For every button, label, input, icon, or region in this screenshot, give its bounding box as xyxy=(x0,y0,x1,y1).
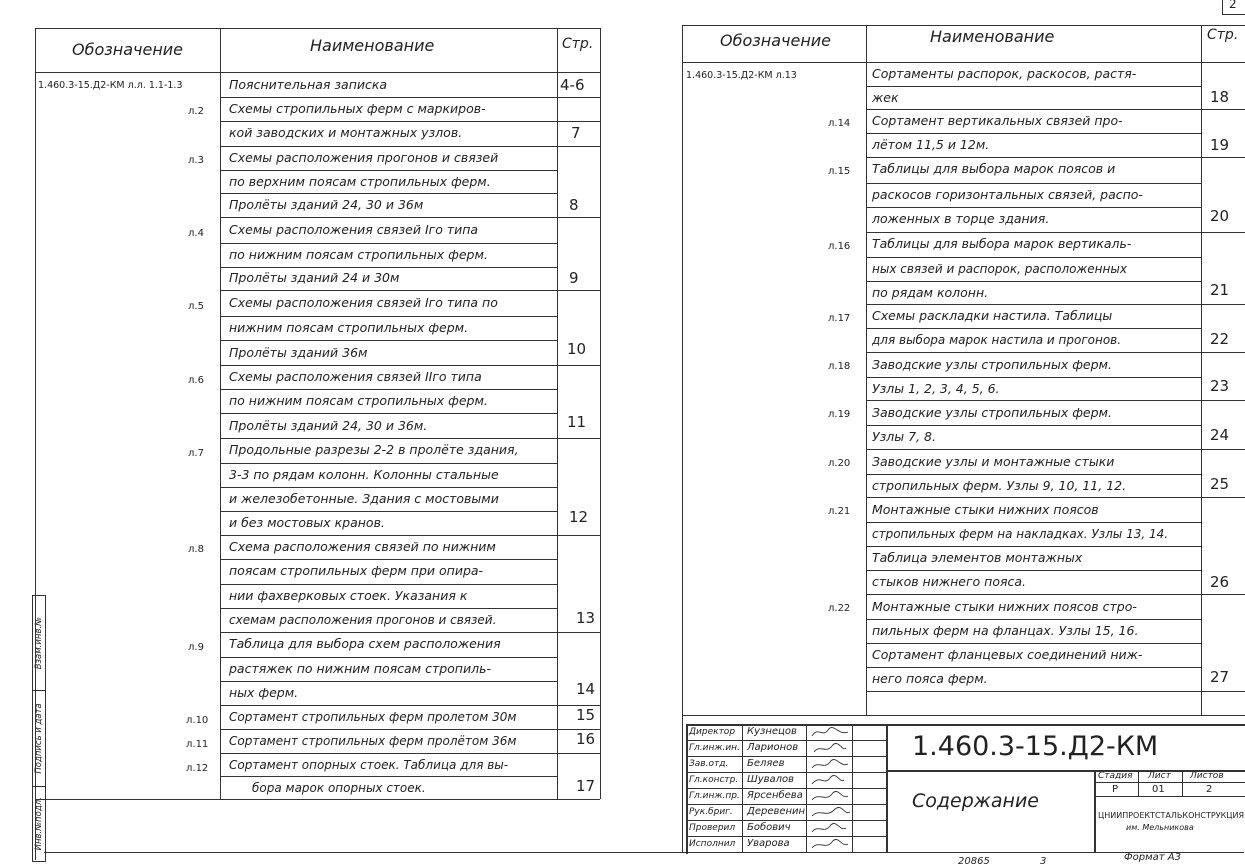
table-row-page: 27 xyxy=(1210,668,1230,686)
table-row-line: Таблицы для выбора марок поясов и xyxy=(872,161,1116,176)
table-row-page: 15 xyxy=(576,706,596,724)
table-row-page: 18 xyxy=(1210,88,1230,106)
table-row-page: 11 xyxy=(567,413,587,431)
staff-name: Ярсенбева xyxy=(747,790,803,801)
table-row-line: по нижним поясам стропильных ферм. xyxy=(229,247,488,262)
sheets-label: Листов xyxy=(1190,771,1224,781)
table-row-designation: л.20 xyxy=(828,458,851,469)
table-row-page: 12 xyxy=(569,508,589,526)
table-row-line: Сортамент стропильных ферм пролётом 36м xyxy=(229,734,517,748)
signatures xyxy=(808,724,852,852)
table-row-designation: л.16 xyxy=(828,241,851,252)
title-block xyxy=(686,724,1245,852)
staff-role: Зав.отд. xyxy=(689,759,729,769)
table-row-line: стропильных ферм. Узлы 9, 10, 11, 12. xyxy=(872,478,1127,493)
table-row-line: нии фахверковых стоек. Указания к xyxy=(229,588,468,603)
table-row-designation: л.22 xyxy=(828,603,851,614)
table-row-line: Сортамент фланцевых соединений ниж- xyxy=(872,647,1143,662)
table-row-designation: л.9 xyxy=(188,642,204,653)
table-row-line: Продольные разрезы 2-2 в пролёте здания, xyxy=(229,442,519,457)
table-row-designation: л.21 xyxy=(828,506,851,517)
table-row-line: Узлы 1, 2, 3, 4, 5, 6. xyxy=(872,381,1000,396)
staff-role: Гл.инж.ин. xyxy=(689,743,740,753)
table-row-designation: л.12 xyxy=(186,763,209,774)
table-row-line: для выбора марок настила и прогонов. xyxy=(872,333,1122,347)
bottom-number-left: 20865 xyxy=(958,856,990,867)
table-row-designation: л.7 xyxy=(188,448,204,459)
corner-number: 2 xyxy=(1229,0,1237,11)
table-row-line: Схемы расположения связей Iго типа xyxy=(229,222,479,237)
sheet-label: Лист xyxy=(1148,771,1171,781)
format-label: Формат А3 xyxy=(1124,852,1181,863)
table-row-line: Таблица элементов монтажных xyxy=(872,550,1083,565)
table-row-page: 21 xyxy=(1210,281,1230,299)
side-stamp-inv: Инв.№подл. xyxy=(33,786,45,861)
table-row-page: 23 xyxy=(1210,377,1230,395)
table-row-designation: л.15 xyxy=(828,166,851,177)
table-row-designation: л.4 xyxy=(188,228,204,239)
table-row-designation: л.10 xyxy=(186,715,209,726)
table-row-designation: 1.460.3-15.Д2-КМ л.13 xyxy=(686,70,797,81)
staff-name: Ларионов xyxy=(747,742,799,753)
staff-role: Гл.инж.пр. xyxy=(689,791,740,801)
table-row-line: Схемы расположения связей Iго типа по xyxy=(229,295,498,310)
table-row-page: 16 xyxy=(576,730,596,748)
table-row-line: растяжек по нижним поясам стропиль- xyxy=(229,661,491,676)
table-row-line: Монтажные стыки нижних поясов xyxy=(872,502,1099,517)
table-row-page: 25 xyxy=(1210,475,1230,493)
table-row-line: Схемы раскладки настила. Таблицы xyxy=(872,308,1113,323)
org-sub: им. Мельникова xyxy=(1126,823,1194,832)
table-row-line: и железобетонные. Здания с мостовыми xyxy=(229,491,499,506)
table-row-page: 10 xyxy=(567,340,587,358)
table-row-page: 19 xyxy=(1210,136,1230,154)
table-row-line: стропильных ферм на накладках. Узлы 13, 14. xyxy=(872,527,1169,541)
left-header-name: Наименование xyxy=(310,36,435,55)
table-row-line: Схемы стропильных ферм с маркиров- xyxy=(229,101,486,116)
table-row-line: кой заводских и монтажных узлов. xyxy=(229,125,463,140)
right-header-designation: Обозначение xyxy=(720,31,832,50)
bottom-number-right: 3 xyxy=(1040,856,1047,867)
table-row-line: и без мостовых кранов. xyxy=(229,515,385,530)
table-row-line: Сортамент вертикальных связей про- xyxy=(872,113,1123,128)
staff-role: Проверил xyxy=(689,823,736,833)
table-row-line: раскосов горизонтальных связей, распо- xyxy=(872,187,1143,202)
table-row-line: Монтажные стыки нижних поясов стро- xyxy=(872,599,1137,614)
table-row-line: лётом 11,5 и 12м. xyxy=(872,137,990,152)
table-row-designation: л.2 xyxy=(188,106,204,117)
table-row-line: Сортамент опорных стоек. Таблица для вы- xyxy=(229,758,509,772)
table-row-line: ных ферм. xyxy=(229,685,299,700)
table-row-line: Таблицы для выбора марок вертикаль- xyxy=(872,236,1132,251)
table-row-line: Заводские узлы и монтажные стыки xyxy=(872,454,1115,469)
staff-name: Кузнецов xyxy=(747,726,797,737)
staff-role: Исполнил xyxy=(689,839,736,849)
table-row-page: 14 xyxy=(576,680,596,698)
table-row-line: Заводские узлы стропильных ферм. xyxy=(872,405,1112,420)
table-row-designation: л.5 xyxy=(188,301,204,312)
table-row-line: 3-3 по рядам колонн. Колонны стальные xyxy=(229,467,499,482)
table-row-line: нижним поясам стропильных ферм. xyxy=(229,320,469,335)
stage-value: Р xyxy=(1112,784,1119,795)
table-row-line: Заводские узлы стропильных ферм. xyxy=(872,357,1112,372)
table-row-designation: л.14 xyxy=(828,118,851,129)
table-row-page: 22 xyxy=(1210,330,1230,348)
table-row-line: по верхним поясам стропильных ферм. xyxy=(229,174,491,189)
table-row-page: 26 xyxy=(1210,573,1230,591)
table-row-line: поясам стропильных ферм при опира- xyxy=(229,563,484,578)
table-row-line: бора марок опорных стоек. xyxy=(252,781,426,795)
org-name: ЦНИИПРОЕКТСТАЛЬКОНСТРУКЦИЯ xyxy=(1098,811,1244,820)
side-stamp-replace: Взам.инв.№ xyxy=(34,616,44,670)
table-row-designation: л.3 xyxy=(188,155,204,166)
table-row-line: Схема расположения связей по нижним xyxy=(229,539,496,554)
table-row-designation: л.6 xyxy=(188,375,204,386)
table-row-line: Таблица для выбора схем расположения xyxy=(229,636,501,651)
table-row-page: 8 xyxy=(569,196,579,214)
table-row-line: Пролёты зданий 24, 30 и 36м. xyxy=(229,418,428,433)
table-row-page: 7 xyxy=(571,124,581,142)
table-row-page: 4-6 xyxy=(560,76,585,94)
sheet-value: 01 xyxy=(1152,784,1165,795)
staff-name: Беляев xyxy=(747,758,785,769)
table-row-line: по нижним поясам стропильных ферм. xyxy=(229,393,488,408)
table-row-designation: л.11 xyxy=(186,739,209,750)
left-header-designation: Обозначение xyxy=(72,40,184,59)
right-header-page: Стр. xyxy=(1207,27,1239,43)
table-row-designation: л.8 xyxy=(188,544,204,555)
table-row-line: пильных ферм на фланцах. Узлы 15, 16. xyxy=(872,623,1139,638)
staff-name: Шувалов xyxy=(747,774,795,785)
stage-label: Стадия xyxy=(1098,771,1133,781)
staff-name: Уварова xyxy=(747,838,790,849)
table-row-page: 20 xyxy=(1210,207,1230,225)
table-row-page: 13 xyxy=(576,609,596,627)
side-stamp-sign: Подпись и дата xyxy=(33,690,45,785)
table-row-line: Пролёты зданий 24, 30 и 36м xyxy=(229,197,424,212)
table-row-line: по рядам колонн. xyxy=(872,285,989,300)
table-row-line: Узлы 7, 8. xyxy=(872,429,936,444)
table-row-line: Пролёты зданий 36м xyxy=(229,345,368,360)
table-row-designation: 1.460.3-15.Д2-КМ л.л. 1.1-1.3 xyxy=(38,80,183,91)
table-row-page: 24 xyxy=(1210,426,1230,444)
drawing-code: 1.460.3-15.Д2-КМ xyxy=(912,731,1159,762)
table-row-line: Сортамент стропильных ферм пролетом 30м xyxy=(229,710,517,724)
drawing-title: Содержание xyxy=(912,790,1039,812)
table-row-designation: л.19 xyxy=(828,409,851,420)
table-row-line: Пролёты зданий 24 и 30м xyxy=(229,270,400,285)
table-row-line: ных связей и распорок, расположенных xyxy=(872,262,1127,276)
staff-role: Директор xyxy=(689,727,736,737)
table-row-line: жек xyxy=(872,90,899,105)
staff-name: Бобович xyxy=(747,822,791,833)
table-row-designation: л.18 xyxy=(828,361,851,372)
table-row-line: Сортаменты распорок, раскосов, растя- xyxy=(872,66,1137,81)
sheets-value: 2 xyxy=(1206,784,1213,795)
table-row-line: Пояснительная записка xyxy=(229,77,388,92)
staff-role: Рук.бриг. xyxy=(689,807,733,817)
staff-name: Деревенин xyxy=(747,806,806,817)
table-row-line: схемам расположения прогонов и связей. xyxy=(229,613,497,627)
table-row-line: Схемы расположения прогонов и связей xyxy=(229,150,499,165)
right-header-name: Наименование xyxy=(930,27,1055,46)
left-header-page: Стр. xyxy=(562,36,594,52)
table-row-line: Схемы расположения связей IIго типа xyxy=(229,369,482,384)
staff-role: Гл.констр. xyxy=(689,775,739,785)
table-row-designation: л.17 xyxy=(828,313,851,324)
table-row-page: 17 xyxy=(576,777,596,795)
table-row-line: стыков нижнего пояса. xyxy=(872,574,1027,589)
table-row-line: ложенных в торце здания. xyxy=(872,211,1050,226)
table-row-page: 9 xyxy=(569,269,579,287)
table-row-line: него пояса ферм. xyxy=(872,671,988,686)
